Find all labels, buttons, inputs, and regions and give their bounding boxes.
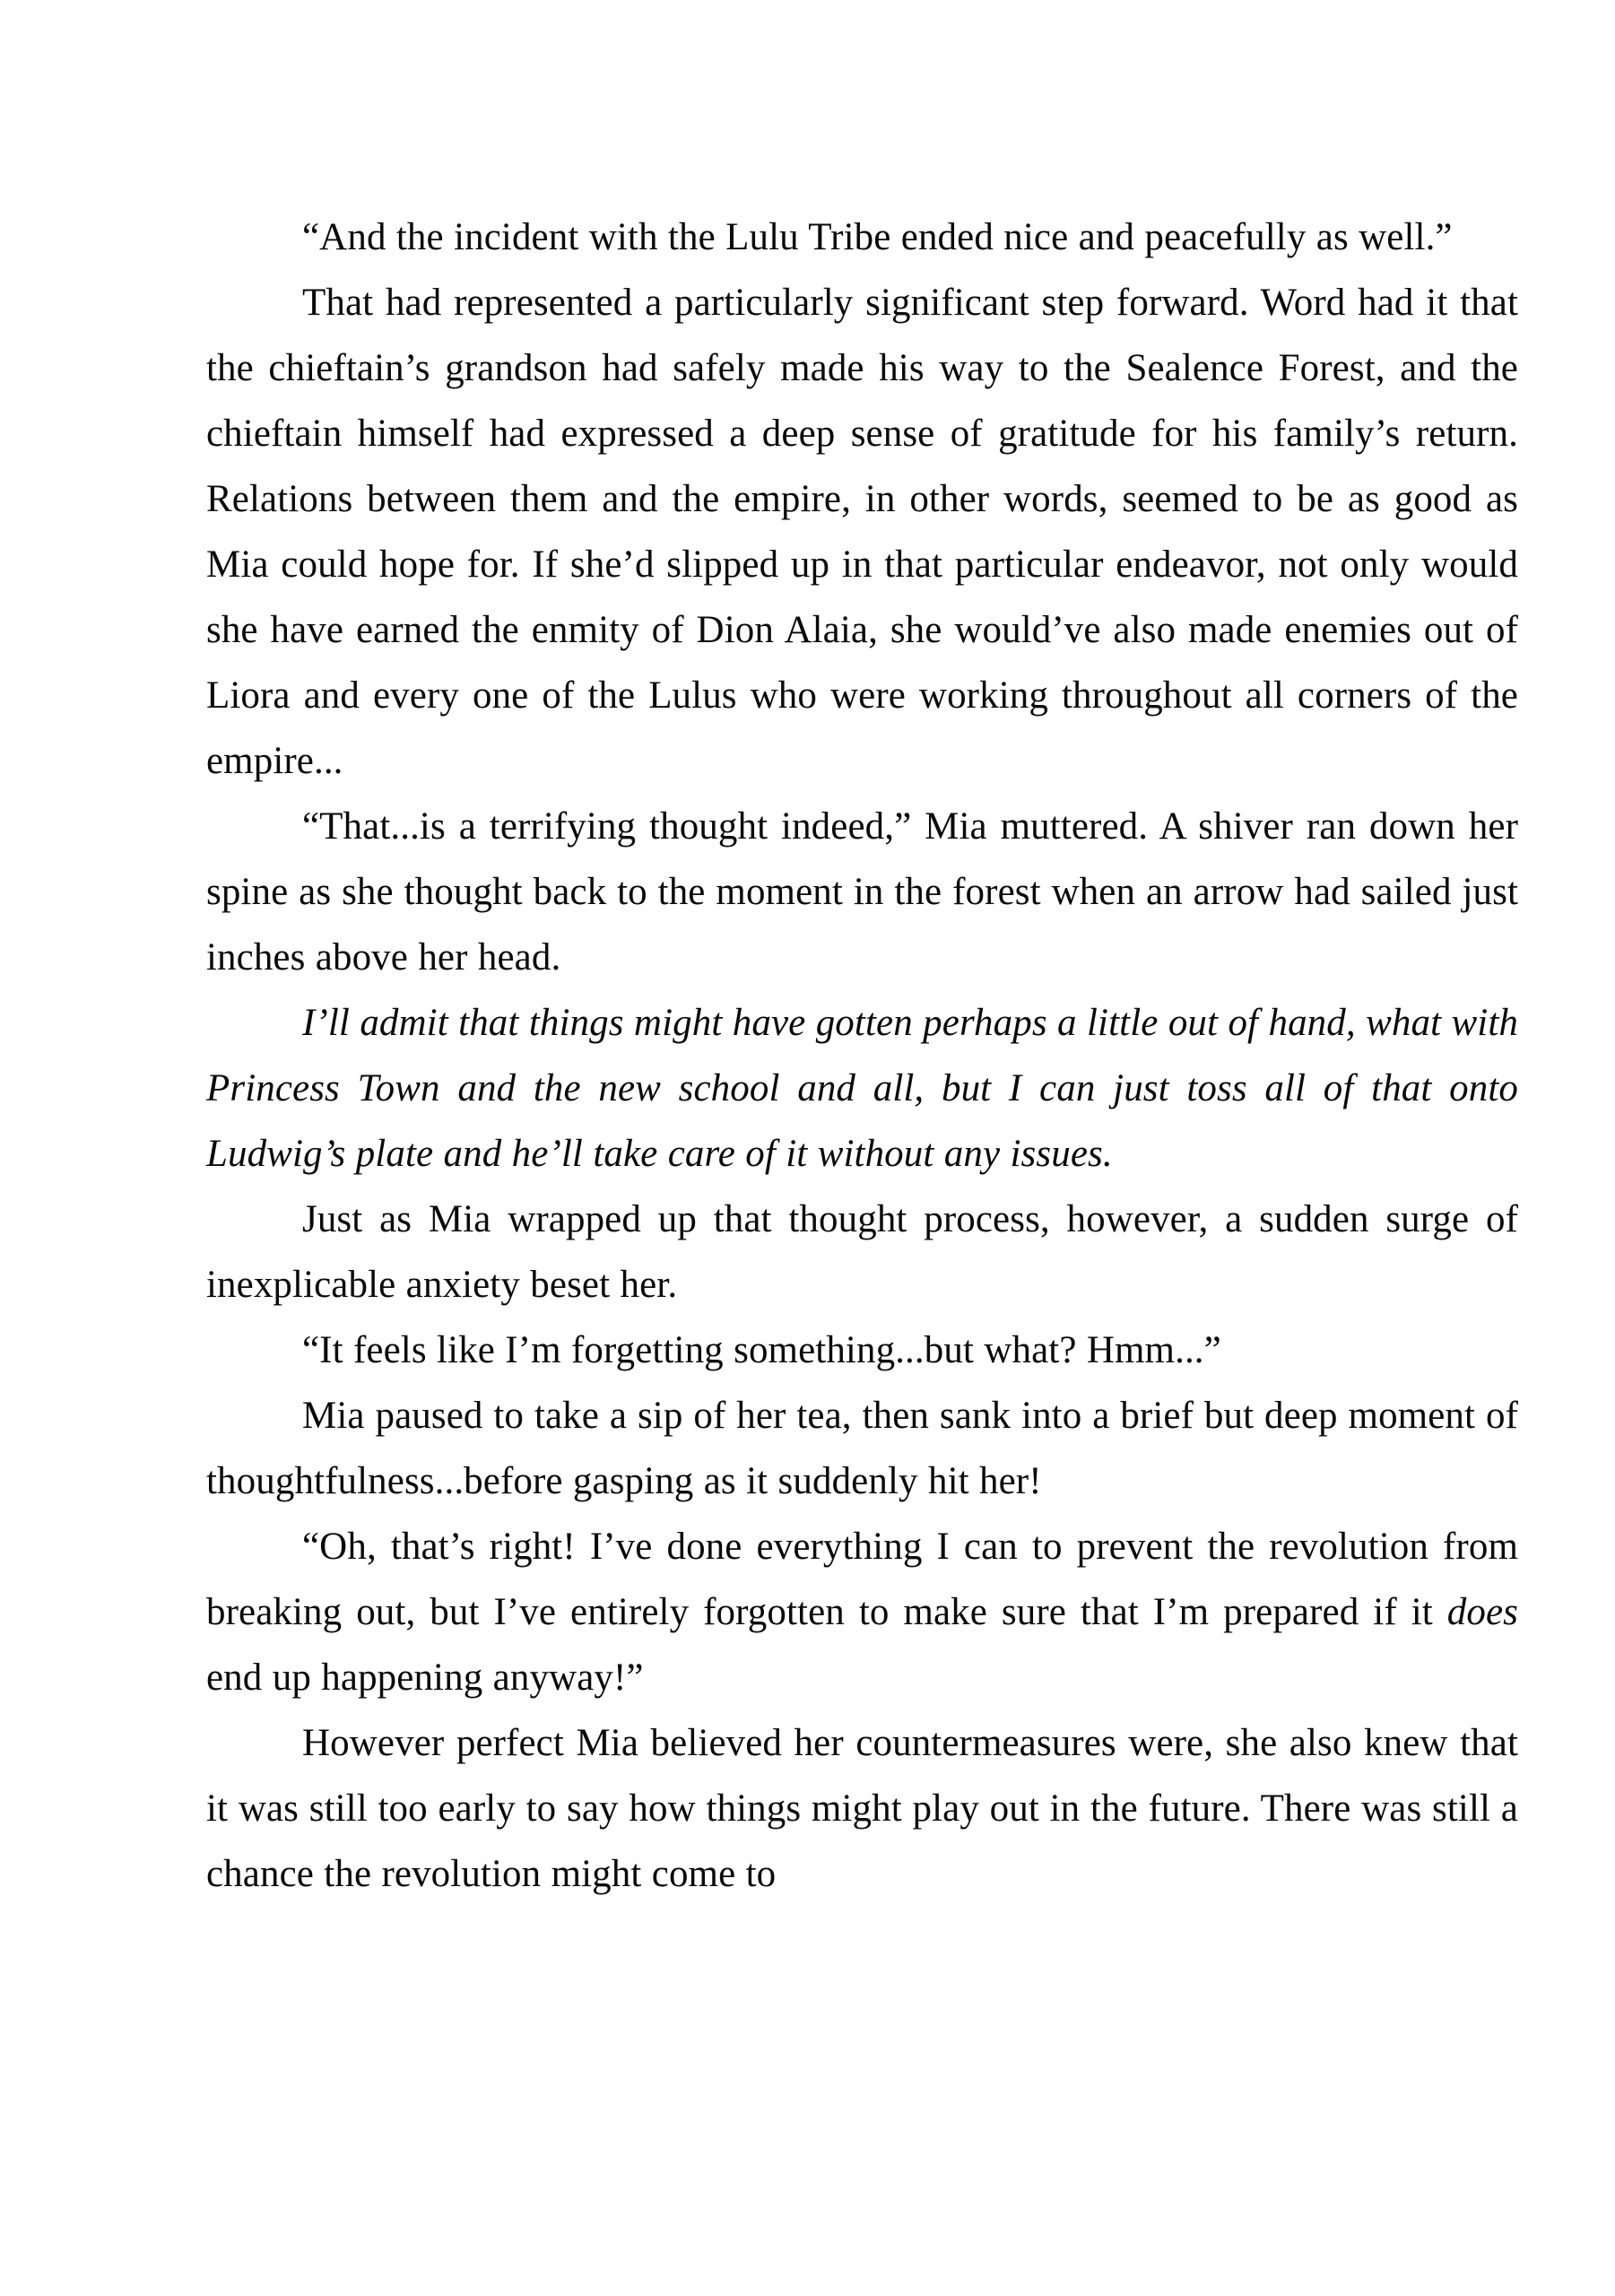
- paragraph-dialogue: “And the incident with the Lulu Tribe ended nice and peacefully as well.”: [302, 216, 1453, 258]
- paragraph-dialogue: “That...is a terrifying thought indeed,” Mia muttered. A shiver ran down her spine as she thought back to the moment in the forest when an arrow had sailed just inches above her head.: [206, 805, 1518, 978]
- paragraph-dialogue-mixed: [206, 1514, 1518, 1710]
- paragraph-narration: Mia paused to take a sip of her tea, then sank into a brief but deep moment of thoughtfulness...before gasping as it suddenly hit her!: [206, 1395, 1518, 1502]
- paragraph-narration: Just as Mia wrapped up that thought process, however, a sudden surge of inexplicable anxiety beset her.: [206, 1198, 1518, 1306]
- paragraph-dialogue: “It feels like I’m forgetting something...but what? Hmm...”: [302, 1329, 1221, 1371]
- emphasized-word: does: [1446, 1591, 1518, 1633]
- dialogue-segment: “Oh, that’s right! I’ve done everything I can to prevent the revolution from breaking out, but I’ve entirely forgotten to make sure that I’m prepared if it: [206, 1526, 1518, 1633]
- paragraph-narration: However perfect Mia believed her countermeasures were, she also knew that it was still too early to say how things might play out in the future. There was still a chance the revolution might come to: [206, 1722, 1518, 1895]
- dialogue-segment: end up happening anyway!”: [206, 1657, 644, 1699]
- paragraph-inner-monologue: I’ll admit that things might have gotten perhaps a little out of hand, what with Princess Town and the new school and all, but I can just toss all of that onto Ludwig’s plate and he’ll take care of it without any issues.: [206, 1002, 1518, 1175]
- paragraph-narration: That had represented a particularly significant step forward. Word had it that the chieftain’s grandson had safely made his way to the Sealence Forest, and the chieftain himself had expressed a deep sense of gratitude for his family’s return. Relations between them and the empire, in other words, seemed to be as good as Mia could hope for. If she’d slipped up in that particular endeavor, not only would she have earned the enmity of Dion Alaia, she would’ve also made enemies out of Liora and every one of the Lulus who were working throughout all corners of the empire...: [206, 282, 1518, 782]
